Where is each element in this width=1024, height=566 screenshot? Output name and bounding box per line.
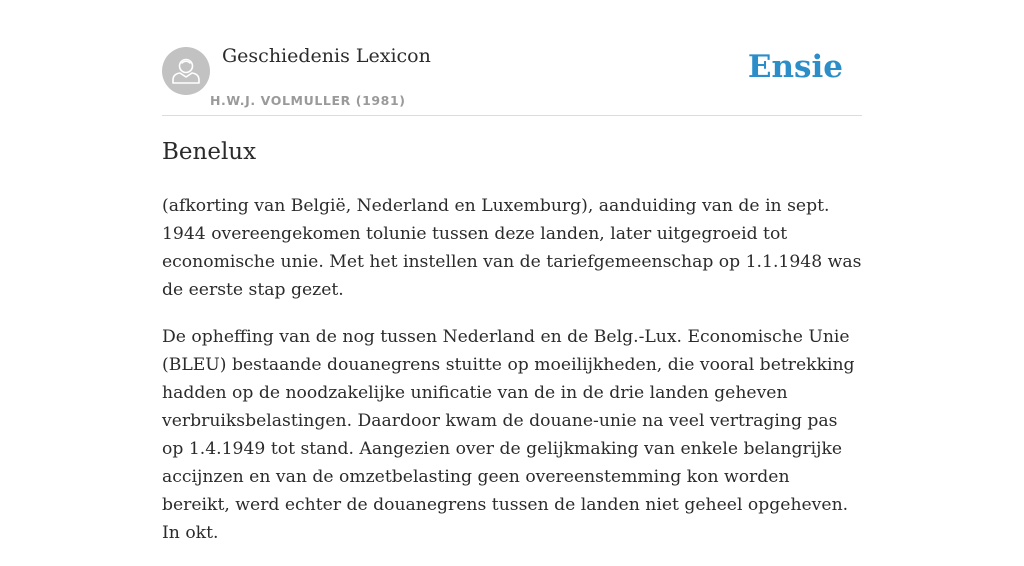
article-paragraph: (afkorting van België, Nederland en Luxemburg), aanduiding van de in sept. 1944 overeengekomen tolunie tussen deze landen, later uitgegroeid tot economische unie. Met het instellen van de tariefgemeenschap op 1.1.1948 was de eerste stap gezet. [162,196,862,300]
author-name: H.W.J. VOLMULLER (1981) [210,93,406,108]
article-body [162,192,862,566]
user-placeholder-icon [162,47,210,95]
article-title: Benelux [162,139,257,165]
article-paragraph: De opheffing van de nog tussen Nederland en de Belg.-Lux. Economische Unie (BLEU) bestaande douanegrens stuitte op moeilijkheden, die vooral betrekking hadden op de noodzakelijke unificatie van de in de drie landen geheven verbruiksbelastingen. Daardoor kwam de douane-unie na veel vertraging pas op 1.4.1949 tot stand. Aangezien over de gelijkmaking van enkele belangrijke accijnzen en van de omzetbelasting geen overeenstemming kon worden bereikt, werd echter de douanegrens tussen de landen niet geheel opgeheven. In okt. [162,327,855,543]
article-container [162,0,862,543]
brand-logo[interactable]: Ensie [747,49,843,85]
author-avatar[interactable] [162,47,210,95]
lexicon-title-link[interactable]: Geschiedenis Lexicon [222,45,431,67]
header [162,0,862,116]
